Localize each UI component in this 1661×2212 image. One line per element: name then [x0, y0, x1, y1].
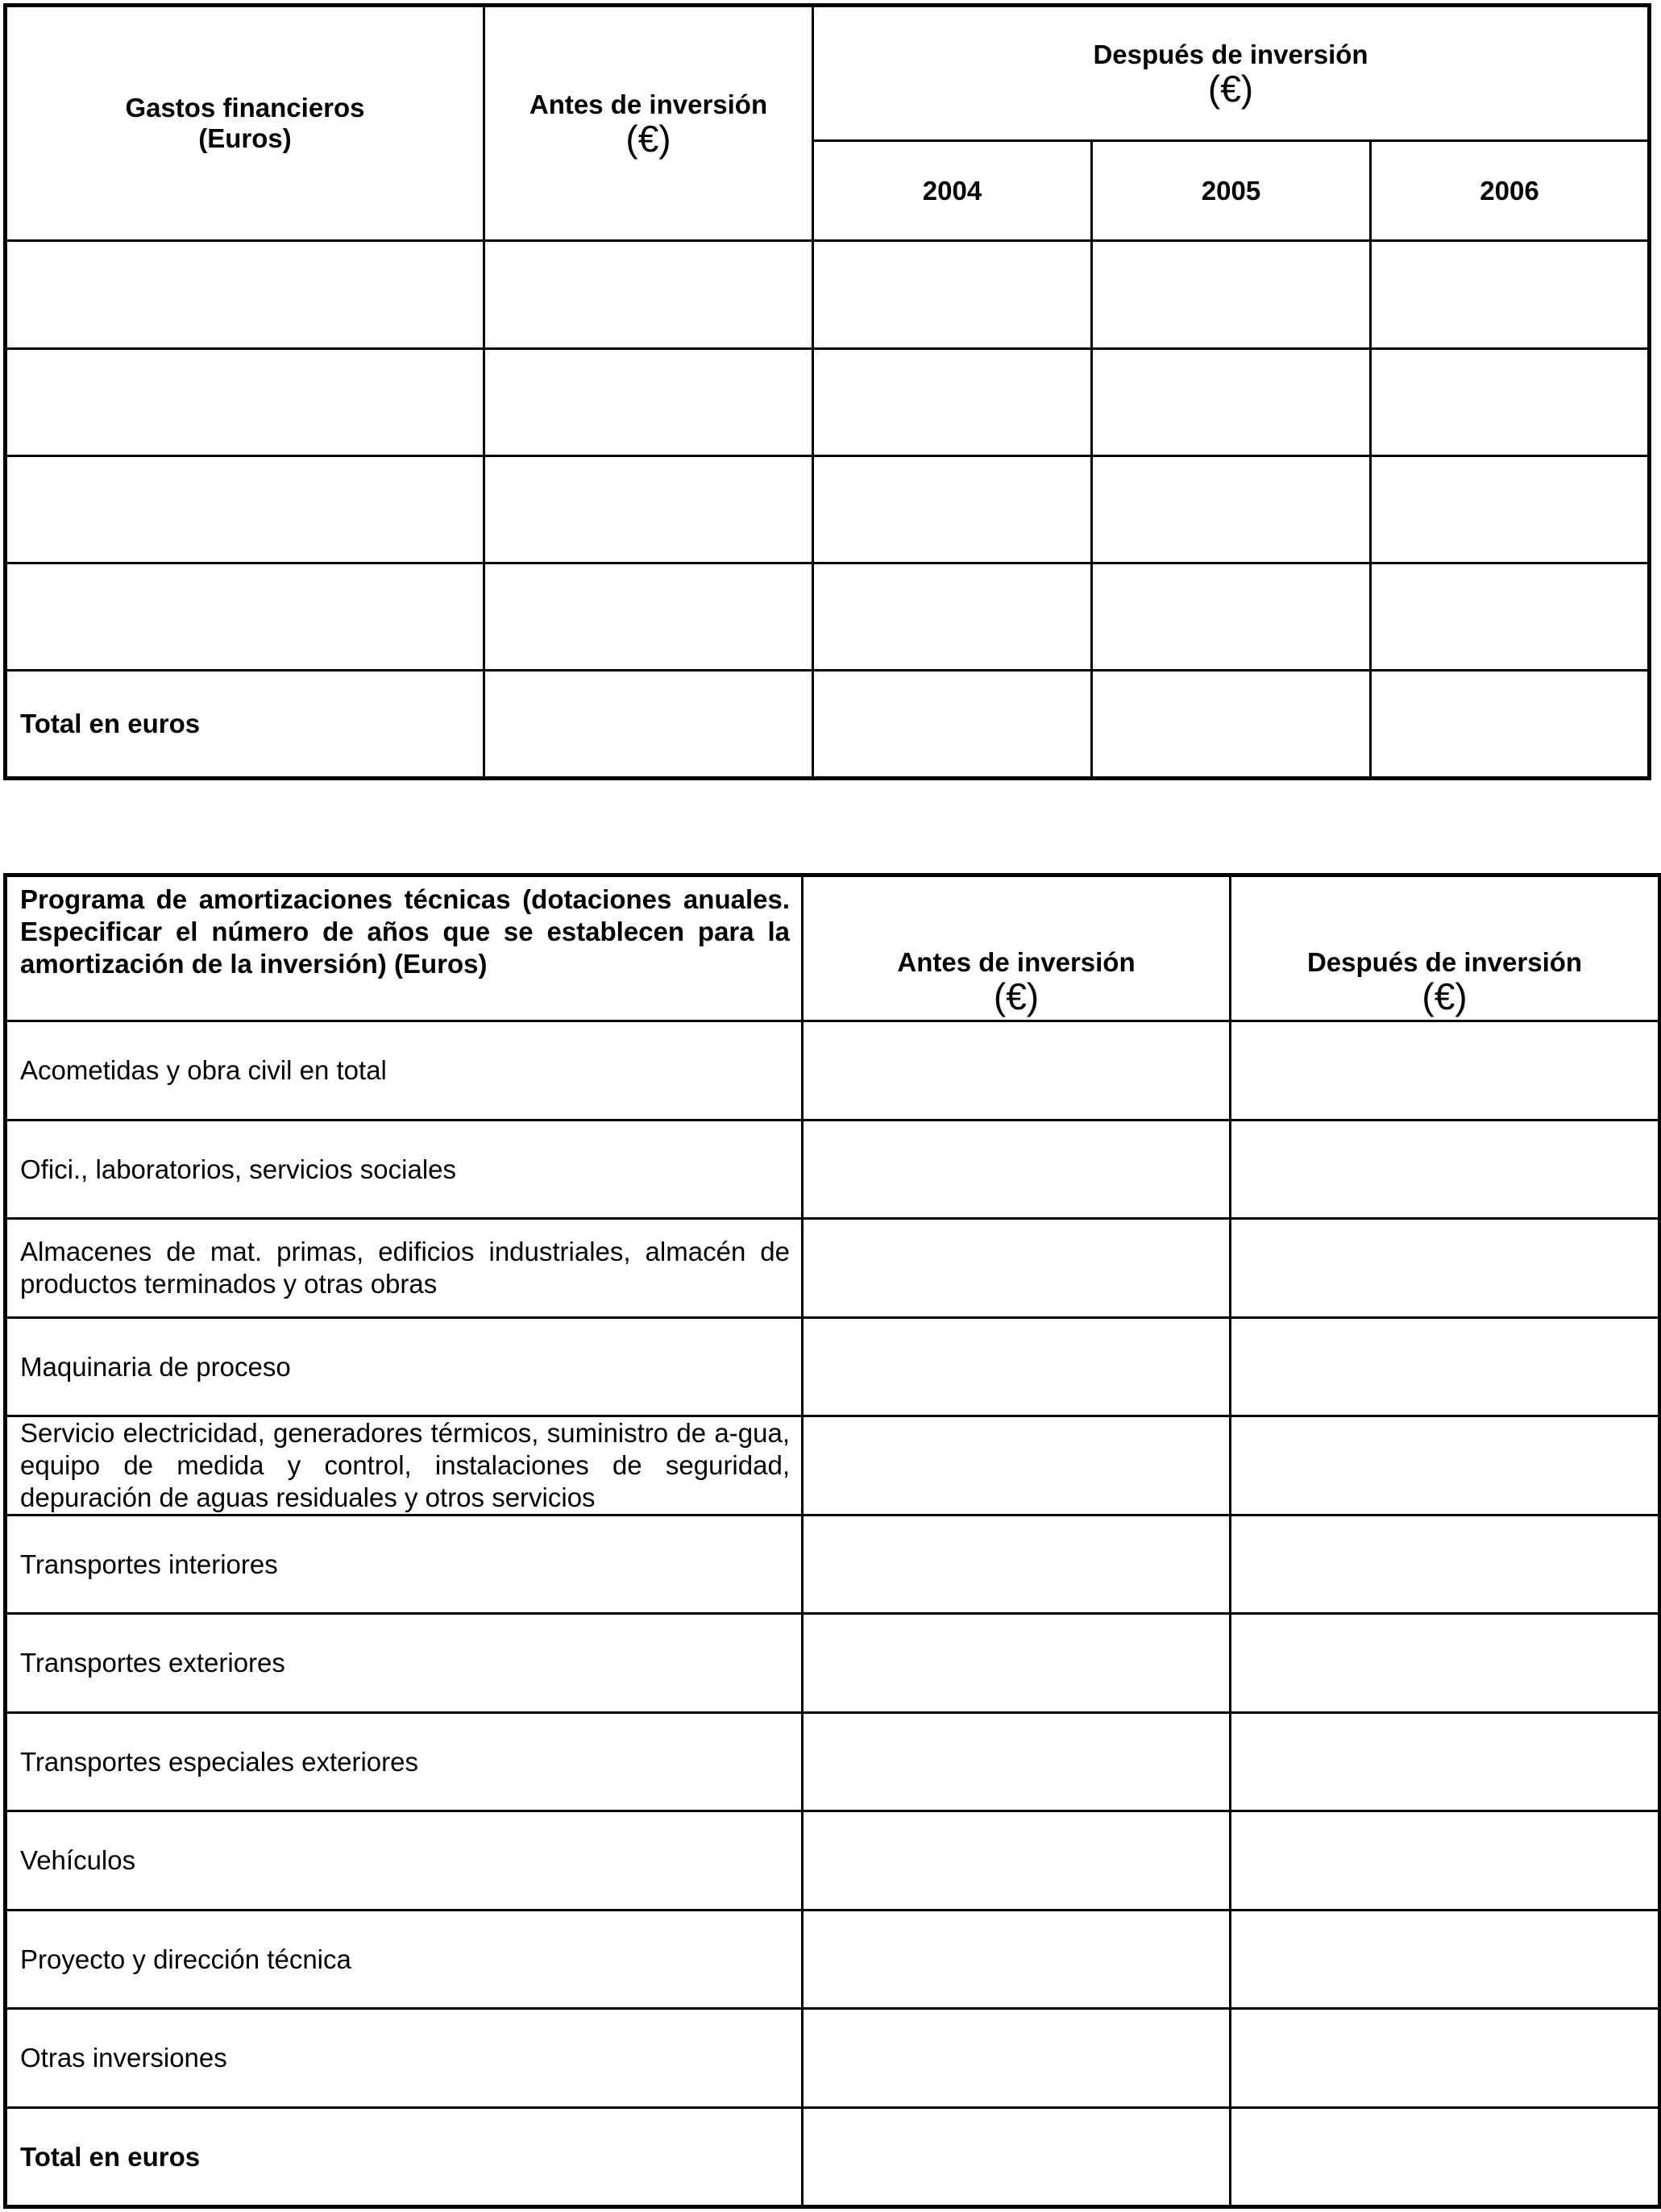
- row-label: Transportes exteriores: [6, 1614, 803, 1713]
- empty-cell[interactable]: [6, 349, 484, 456]
- before-investment-header: [484, 6, 813, 241]
- before-investment-header: [803, 875, 1231, 1021]
- empty-cell[interactable]: [813, 671, 1092, 779]
- year-header-2006: 2006: [1371, 141, 1650, 241]
- empty-cell[interactable]: [484, 563, 813, 671]
- table-row: [6, 1219, 1660, 1318]
- table-row: [6, 1318, 1660, 1416]
- table-row: [6, 349, 1650, 456]
- total-label: Total en euros: [6, 2108, 803, 2207]
- empty-cell[interactable]: [1231, 2009, 1660, 2108]
- row-label: Ofici., laboratorios, servicios sociales: [6, 1121, 803, 1219]
- empty-cell[interactable]: [1231, 1318, 1660, 1416]
- empty-cell[interactable]: [803, 1811, 1231, 1911]
- year-header-2005: 2005: [1092, 141, 1371, 241]
- after-investment-label: Después de inversión: [1093, 40, 1368, 69]
- table-row: [6, 563, 1650, 671]
- row-label: Servicio electricidad, generadores térmicos, suministro de a-gua, equipo de medida y control, instalaciones de seguridad, depuración de aguas residuales y otros servicios: [6, 1416, 803, 1516]
- empty-cell[interactable]: [1231, 1614, 1660, 1713]
- empty-cell[interactable]: [813, 563, 1092, 671]
- empty-cell[interactable]: [813, 241, 1092, 349]
- empty-cell[interactable]: [813, 456, 1092, 563]
- empty-cell[interactable]: [6, 563, 484, 671]
- table-row: [6, 1811, 1660, 1911]
- total-label: Total en euros: [6, 671, 484, 779]
- table-row: [6, 1121, 1660, 1219]
- before-investment-label: Antes de inversión: [529, 89, 768, 119]
- empty-cell[interactable]: [1092, 671, 1371, 779]
- empty-cell[interactable]: [803, 2108, 1231, 2207]
- empty-cell[interactable]: [803, 1516, 1231, 1614]
- empty-cell[interactable]: [1231, 1416, 1660, 1516]
- empty-cell[interactable]: [1231, 1811, 1660, 1911]
- empty-cell[interactable]: [484, 456, 813, 563]
- empty-cell[interactable]: [484, 241, 813, 349]
- row-label: Maquinaria de proceso: [6, 1318, 803, 1416]
- empty-cell[interactable]: [1231, 1911, 1660, 2009]
- empty-cell[interactable]: [1231, 1713, 1660, 1811]
- empty-cell[interactable]: [803, 2009, 1231, 2108]
- empty-cell[interactable]: [1231, 1121, 1660, 1219]
- empty-cell[interactable]: [1092, 349, 1371, 456]
- empty-cell[interactable]: [813, 349, 1092, 456]
- empty-cell[interactable]: [803, 1911, 1231, 2009]
- empty-cell[interactable]: [803, 1219, 1231, 1318]
- row-label: Proyecto y dirección técnica: [6, 1911, 803, 2009]
- total-row: [6, 2108, 1660, 2207]
- empty-cell[interactable]: [6, 241, 484, 349]
- empty-cell[interactable]: [1371, 241, 1650, 349]
- empty-cell[interactable]: [1371, 563, 1650, 671]
- empty-cell[interactable]: [1092, 241, 1371, 349]
- empty-cell[interactable]: [6, 456, 484, 563]
- row-label: Transportes especiales exteriores: [6, 1713, 803, 1811]
- depreciation-program-header: Programa de amortizaciones técnicas (dotaciones anuales. Especificar el número de años que se establecen para la amortización de la inversión) (Euros): [6, 875, 803, 1021]
- empty-cell[interactable]: [803, 1318, 1231, 1416]
- table-row: [6, 1713, 1660, 1811]
- empty-cell[interactable]: [1371, 349, 1650, 456]
- table-row: [6, 1614, 1660, 1713]
- table-row: [6, 241, 1650, 349]
- row-label: Otras inversiones: [6, 2009, 803, 2108]
- empty-cell[interactable]: [1092, 563, 1371, 671]
- empty-cell[interactable]: [1371, 671, 1650, 779]
- after-investment-label: Después de inversión: [1306, 947, 1583, 977]
- financial-expenses-table: [3, 3, 1651, 780]
- empty-cell[interactable]: [1231, 1021, 1660, 1121]
- empty-cell[interactable]: [1371, 456, 1650, 563]
- row-label: Almacenes de mat. primas, edificios industriales, almacén de productos terminados y otras obras: [6, 1219, 803, 1318]
- row-label: Transportes interiores: [6, 1516, 803, 1614]
- table-row: [6, 1021, 1660, 1121]
- after-investment-header: [1231, 875, 1660, 1021]
- euro-symbol: (€): [1422, 975, 1468, 1017]
- empty-cell[interactable]: [1231, 1219, 1660, 1318]
- empty-cell[interactable]: [803, 1614, 1231, 1713]
- euro-symbol: (€): [993, 975, 1040, 1017]
- financial-expenses-header-label: Gastos financieros (Euros): [125, 93, 365, 153]
- year-header-2004: 2004: [813, 141, 1092, 241]
- depreciation-program-table: [3, 873, 1661, 2209]
- financial-expenses-header: [6, 6, 484, 241]
- empty-cell[interactable]: [803, 1416, 1231, 1516]
- table-row: [6, 2009, 1660, 2108]
- empty-cell[interactable]: [1092, 456, 1371, 563]
- empty-cell[interactable]: [803, 1713, 1231, 1811]
- empty-cell[interactable]: [803, 1121, 1231, 1219]
- table-row: [6, 1416, 1660, 1516]
- euro-symbol: (€): [625, 118, 671, 160]
- row-label: Vehículos: [6, 1811, 803, 1911]
- empty-cell[interactable]: [1231, 2108, 1660, 2207]
- before-investment-label: Antes de inversión: [897, 947, 1136, 977]
- total-row: [6, 671, 1650, 779]
- table-row: [6, 1516, 1660, 1614]
- after-investment-header: [813, 6, 1650, 141]
- empty-cell[interactable]: [1231, 1516, 1660, 1614]
- empty-cell[interactable]: [484, 671, 813, 779]
- row-label: Acometidas y obra civil en total: [6, 1021, 803, 1121]
- empty-cell[interactable]: [484, 349, 813, 456]
- empty-cell[interactable]: [803, 1021, 1231, 1121]
- table-row: [6, 1911, 1660, 2009]
- euro-symbol: (€): [1207, 68, 1254, 110]
- table-row: [6, 456, 1650, 563]
